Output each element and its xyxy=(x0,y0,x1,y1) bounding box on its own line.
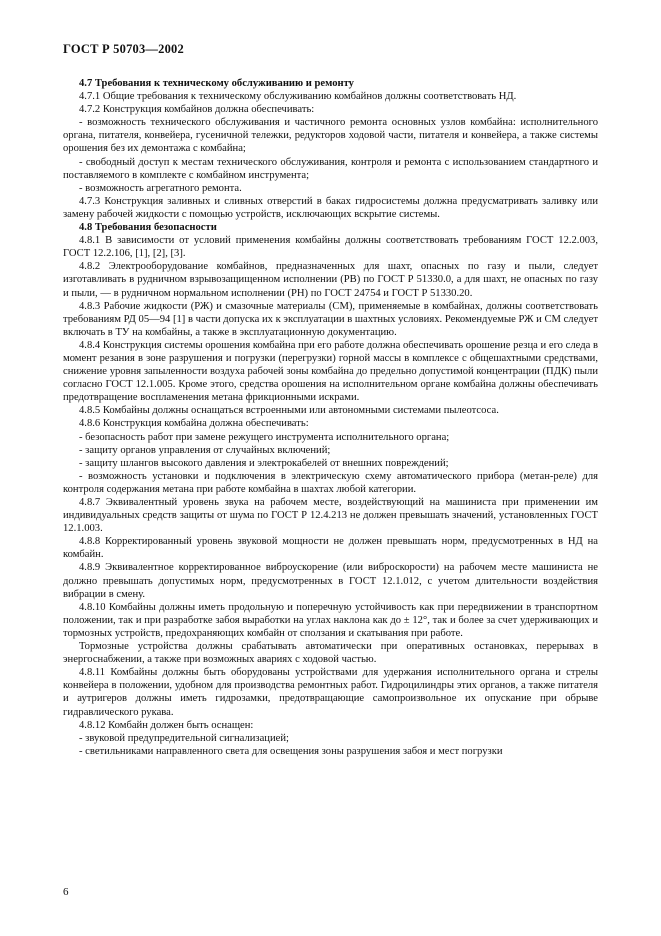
paragraph: - звуковой предупредительной сигнализацией; xyxy=(79,732,289,744)
paragraph: 4.8.1 В зависимости от условий применения комбайны должны соответствовать требованиям ГОСТ 12.2.003, ГОСТ 12.2.106, [1], [2], [3]. xyxy=(63,235,598,260)
paragraph: 4.8.10 Комбайны должны иметь продольную и поперечную устойчивость как при передвижении в транспортном положении, так и при разработке забоя выработки на углах наклона как до ± 12°, так и более за счет удерживающих и тормозных устройств, предохраняющих комбайн от сползания и скатывания при работе. xyxy=(63,601,598,639)
paragraph: 4.8.4 Конструкция системы орошения комбайна при его работе должна обеспечивать орошение резца и его следа в момент резания в зоне разрушения и погрузки (перегрузки) горной массы в комплексе с общешахтными средствами, снижение уровня запыленности воздуха рабочей зоны комбайна до предельно допустимой концентрации (ПДК) пыли согласно ГОСТ 12.1.005. Кроме этого, средства орошения на исполнительном органе комбайна должны обеспечивать предотвращение воспламенения метана фрикционными искрами. xyxy=(63,339,598,404)
paragraph: 4.8.9 Эквивалентное корректированное виброускорение (или виброскорости) на рабочем месте машиниста не должно превышать допустимых норм, предусмотренных в ГОСТ 12.1.012, с учетом длительности воздействия вибрации в смену. xyxy=(63,562,598,600)
paragraph: 4.7.1 Общие требования к техническому обслуживанию комбайнов должны соответствовать НД. xyxy=(79,91,517,103)
paragraph: 4.8.3 Рабочие жидкости (РЖ) и смазочные материалы (СМ), применяемые в комбайнах, должны соответствовать требованиям РД 05—94 [1] в части допуска их к эксплуатации в шахтных условиях. Рекомендуемые РЖ и СМ следует включать в ТУ на комбайны, а также в эксплуатационную документацию. xyxy=(63,300,599,338)
paragraph: - защиту органов управления от случайных включений; xyxy=(79,444,331,456)
paragraph: 4.7.3 Конструкция заливных и сливных отверстий в баках гидросистемы должна предусматривать заливку или замену рабочей жидкости с помощью устройств, исключающих вскрытие системы. xyxy=(63,195,598,220)
paragraph: 4.8.12 Комбайн должен быть оснащен: xyxy=(79,719,254,731)
paragraph: 4.8.8 Корректированный уровень звуковой мощности не должен превышать норм, предусмотренных в НД на комбайн. xyxy=(63,536,598,561)
paragraph: - защиту шлангов высокого давления и электрокабелей от внешних повреждений; xyxy=(79,457,449,469)
document-body xyxy=(63,77,598,758)
paragraph: Тормозные устройства должны срабатывать автоматически при оперативных остановках, перерывах в энергоснабжении, а также при возможных авариях с ходовой частью. xyxy=(63,641,598,666)
page-number: 6 xyxy=(63,886,69,898)
paragraph: - возможность установки и подключения в электрическую схему автоматического прибора (метан-реле) для контроля содержания метана при работе комбайна в шахтах любой категории. xyxy=(63,470,598,495)
paragraph: - возможность агрегатного ремонта. xyxy=(79,182,242,194)
paragraph: - возможность технического обслуживания и частичного ремонта основных узлов комбайна: исполнительного органа, питателя, конвейера, гусеничной тележки, редукторов ходовой части, питателя и конвейера, а также системы орошения без их демонтажа с комбайна; xyxy=(63,117,598,155)
paragraph: 4.8.11 Комбайны должны быть оборудованы устройствами для удержания исполнительного органа и стрелы конвейера в положении, удобном для производства ремонтных работ. Гидроцилиндры этих органов, а также питателя и аутригеров должны иметь гидрозамки, предотвращающие самопроизвольное их опускание при обрыве гидравлического рукава. xyxy=(63,667,598,718)
section-heading: 4.8 Требования безопасности xyxy=(79,222,217,234)
paragraph: 4.8.7 Эквивалентный уровень звука на рабочем месте, воздействующий на машиниста при применении им индивидуальных средств защиты от шума по ГОСТ Р 12.4.213 не должен превышать значений, установленных ГОСТ 12.1.003. xyxy=(63,497,598,535)
paragraph: - безопасность работ при замене режущего инструмента исполнительного органа; xyxy=(79,431,450,443)
section-heading: 4.7 Требования к техническому обслуживанию и ремонту xyxy=(79,78,354,89)
paragraph: - свободный доступ к местам технического обслуживания, контроля и ремонта с использованием стандартного и поставляемого в комплекте с комбайном инструмента; xyxy=(63,156,598,181)
standard-header: ГОСТ Р 50703—2002 xyxy=(63,42,184,56)
paragraph: 4.8.5 Комбайны должны оснащаться встроенными или автономными системами пылеотсоса. xyxy=(79,405,499,417)
paragraph: 4.7.2 Конструкция комбайнов должна обеспечивать: xyxy=(79,104,315,116)
paragraph: 4.8.2 Электрооборудование комбайнов, предназначенных для шахт, опасных по газу и пыли, следует изготавливать в рудничном взрывозащищенном исполнении (РВ) по ГОСТ Р 51330.0, а для шахт, не опасных по газу и пыли, — в рудничном нормальном исполнении (РН) по ГОСТ 24754 и ГОСТ Р 51330.20. xyxy=(63,261,598,299)
paragraph: - светильниками направленного света для освещения зоны разрушения забоя и мест погрузки xyxy=(79,745,503,757)
paragraph: 4.8.6 Конструкция комбайна должна обеспечивать: xyxy=(79,418,309,430)
